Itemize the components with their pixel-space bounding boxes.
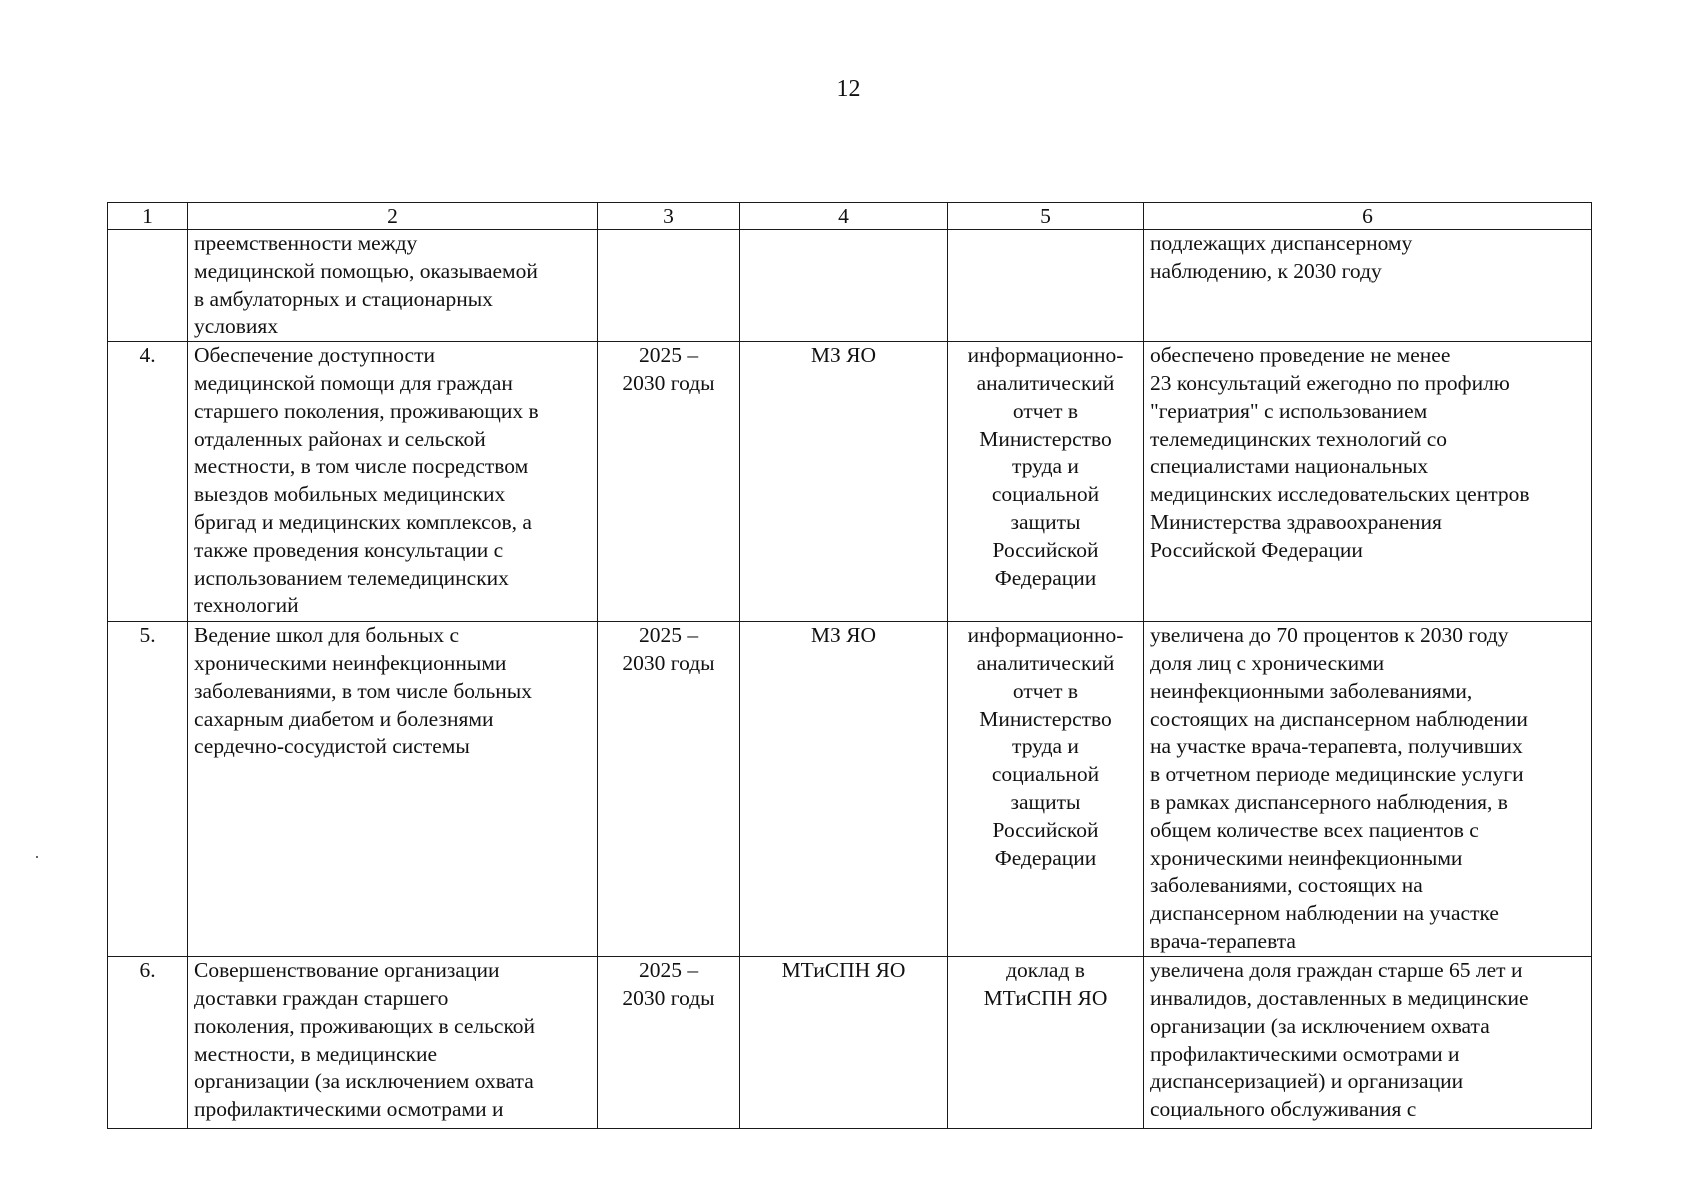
measures-table [107,202,1592,1129]
result-cell-line: состоящих на диспансерном наблюдении [1150,706,1528,731]
result-cell-line: медицинских исследовательских центров [1150,482,1530,507]
result-cell-line: доля лиц с хроническими [1150,650,1385,675]
result-cell-line: обеспечено проведение не менее [1150,343,1451,368]
measure-cell-line: также проведения консультации с [194,537,504,562]
row-number [108,230,188,342]
report-cell-line: Министерство [979,426,1112,451]
table-header-row [108,203,1592,230]
scan-speck [36,856,38,858]
result-cell-line: диспансерном наблюдении на участке [1150,901,1499,926]
period-cell [598,342,740,622]
result-cell-line: "гериатрия" с использованием [1150,398,1428,423]
result-cell-line: заболеваниями, состоящих на [1150,873,1423,898]
page-number: 12 [836,76,861,102]
report-cell-line: информационно- [967,623,1124,648]
measure-cell-line: Совершенствование организации [194,958,500,983]
row-number: 4. [108,342,188,622]
measure-cell-line: Обеспечение доступности [194,343,435,368]
report-cell-line: аналитический [976,650,1115,675]
result-cell-line: диспансеризацией) и организации [1150,1069,1464,1094]
table-row [108,622,1592,957]
result-cell-line: социального обслуживания с [1150,1097,1417,1122]
report-cell-line: Российской [992,817,1099,842]
result-cell-line: подлежащих диспансерному [1150,231,1413,255]
measure-cell-line: бригад и медицинских комплексов, а [194,509,532,534]
table-row [108,342,1592,622]
result-cell-line: в отчетном периоде медицинские услуги [1150,762,1524,787]
report-cell [948,957,1144,1129]
executor-cell: МЗ ЯО [740,342,948,622]
period-cell [598,622,740,957]
result-cell [1144,230,1592,342]
measure-cell-line: доставки граждан старшего [194,985,449,1010]
measure-cell-line: поколения, проживающих в сельской [194,1013,536,1038]
result-cell-line: в рамках диспансерного наблюдения, в [1150,789,1508,814]
column-header: 4 [740,203,948,230]
measure-cell-line: использованием телемедицинских [194,565,509,590]
period-cell-line: 2025 – [638,623,699,648]
result-cell-line: увеличена доля граждан старше 65 лет и [1150,958,1523,983]
measure-cell-line: медицинской помощи для граждан [194,370,513,395]
period-cell-line: 2025 – [638,343,699,368]
report-cell-line: аналитический [976,370,1115,395]
result-cell [1144,342,1592,622]
measure-cell [188,957,598,1129]
measure-cell [188,342,598,622]
report-cell-line: защиты [1010,789,1081,814]
report-cell-line: Федерации [994,565,1097,590]
period-cell-line: 2030 годы [622,650,715,675]
measure-cell-line: профилактическими осмотрами и [194,1097,504,1122]
result-cell [1144,622,1592,957]
report-cell-line: Российской [992,537,1099,562]
executor-cell [740,230,948,342]
result-cell-line: Российской Федерации [1150,537,1363,562]
measure-cell [188,230,598,342]
measure-cell [188,622,598,957]
measure-cell-line: выездов мобильных медицинских [194,482,506,507]
row-number: 6. [108,957,188,1129]
report-cell-line: информационно- [967,343,1124,368]
result-cell-line: инвалидов, доставленных в медицинские [1150,985,1529,1010]
report-cell-line: Федерации [994,845,1097,870]
result-cell-line: хроническими неинфекционными [1150,845,1463,870]
report-cell [948,622,1144,957]
report-cell [948,230,1144,342]
column-header: 3 [598,203,740,230]
report-cell-line: МТиСПН ЯО [983,985,1108,1010]
measure-cell-line: отдаленных районах и сельской [194,426,486,451]
measure-cell-line: условиях [194,314,279,339]
result-cell-line: увеличена до 70 процентов к 2030 году [1150,623,1509,648]
measure-cell-line: старшего поколения, проживающих в [194,398,539,423]
table-row [108,957,1592,1129]
column-header: 2 [188,203,598,230]
result-cell-line: неинфекционными заболеваниями, [1150,678,1473,703]
measure-cell-line: местности, в том числе посредством [194,454,529,479]
executor-cell: МТиСПН ЯО [740,957,948,1129]
period-cell-line: 2025 – [638,958,699,983]
measure-cell-line: хроническими неинфекционными [194,650,507,675]
result-cell-line: телемедицинских технологий со [1150,426,1448,451]
report-cell-line: труда и [1012,734,1079,759]
period-cell-line: 2030 годы [622,985,715,1010]
measure-cell-line: сахарным диабетом и болезнями [194,706,494,731]
measure-cell-line: медицинской помощью, оказываемой [194,258,538,283]
row-number: 5. [108,622,188,957]
executor-cell: МЗ ЯО [740,622,948,957]
measure-cell-line: заболеваниями, в том числе больных [194,678,532,703]
column-header: 1 [108,203,188,230]
report-cell-line: Министерство [979,706,1112,731]
result-cell-line: специалистами национальных [1150,454,1429,479]
report-cell-line: отчет в [1012,398,1079,423]
report-cell-line: социальной [991,762,1100,787]
result-cell [1144,957,1592,1129]
period-cell [598,230,740,342]
result-cell-line: наблюдению, к 2030 году [1150,258,1382,283]
column-header: 5 [948,203,1144,230]
measure-cell-line: преемственности между [194,231,418,255]
column-header: 6 [1144,203,1592,230]
period-cell [598,957,740,1129]
measure-cell-line: местности, в медицинские [194,1041,437,1066]
measure-cell-line: Ведение школ для больных с [194,623,459,648]
result-cell-line: профилактическими осмотрами и [1150,1041,1460,1066]
result-cell-line: 23 консультаций ежегодно по профилю [1150,370,1510,395]
measure-cell-line: сердечно-сосудистой системы [194,734,470,759]
result-cell-line: организации (за исключением охвата [1150,1013,1490,1038]
period-cell-line: 2030 годы [622,370,715,395]
report-cell-line: социальной [991,482,1100,507]
result-cell-line: общем количестве всех пациентов с [1150,817,1479,842]
report-cell-line: отчет в [1012,678,1079,703]
result-cell-line: на участке врача-терапевта, получивших [1150,734,1523,759]
measure-cell-line: технологий [194,593,299,618]
table-row [108,230,1592,342]
measure-cell-line: организации (за исключением охвата [194,1069,534,1094]
result-cell-line: Министерства здравоохранения [1150,509,1442,534]
report-cell-line: труда и [1012,454,1079,479]
report-cell-line: доклад в [1006,958,1085,983]
report-cell [948,342,1144,622]
measure-cell-line: в амбулаторных и стационарных [194,286,493,311]
report-cell-line: защиты [1010,509,1081,534]
result-cell-line: врача-терапевта [1150,928,1296,953]
